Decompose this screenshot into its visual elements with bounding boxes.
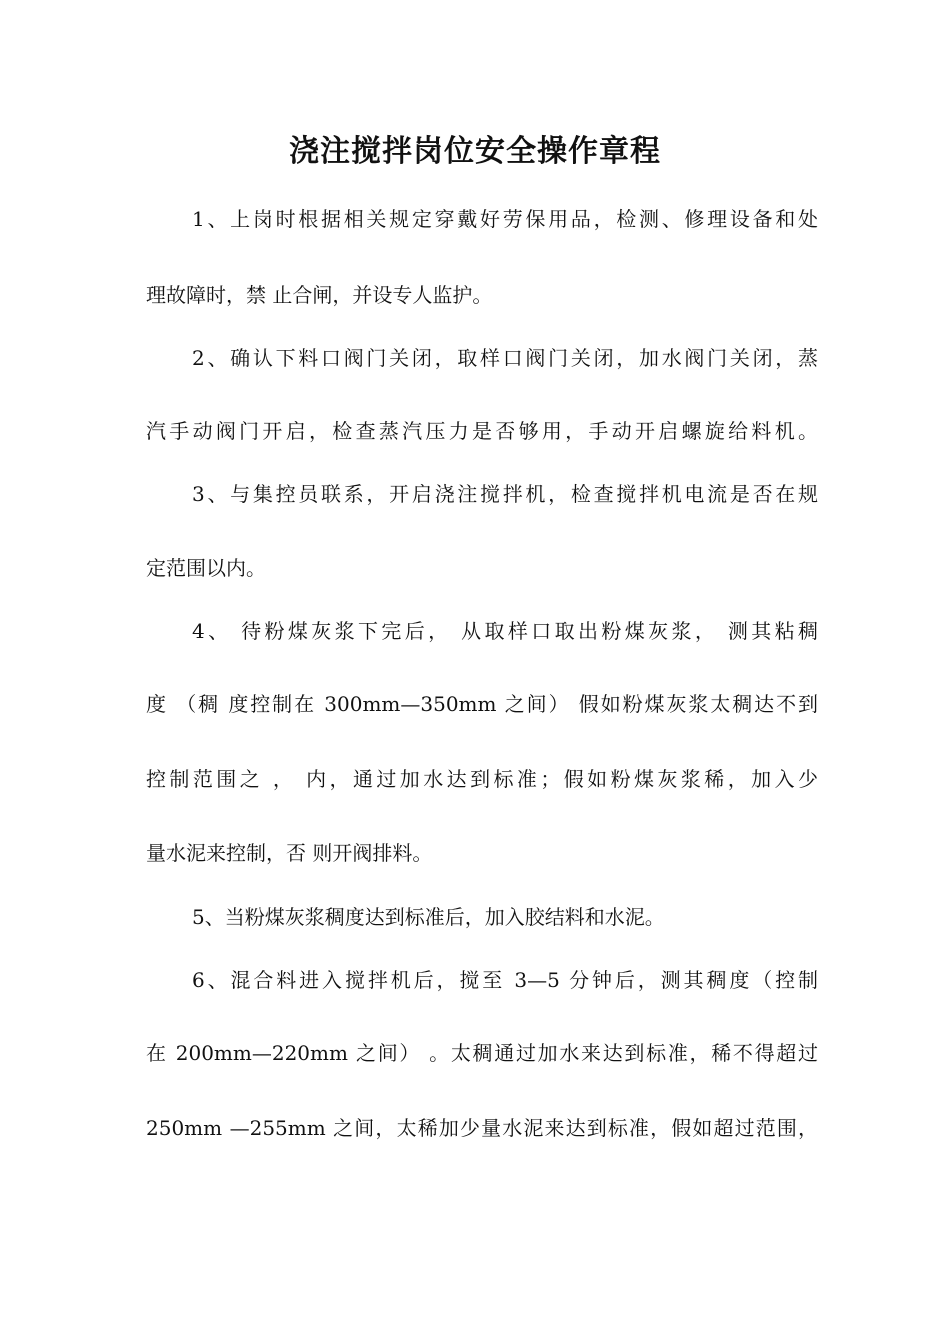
paragraph-2-line-1: 2、确认下料口阀门关闭，取样口阀门关闭，加水阀门关闭，蒸 [192,346,818,370]
paragraph-1-line-1: 1、上岗时根据相关规定穿戴好劳保用品，检测、修理设备和处 [192,207,818,231]
paragraph-4-line-4: 量水泥来控制，否 则开阀排料。 [146,841,433,865]
paragraph-4-line-3: 控制范围之 ， 内，通过加水达到标准；假如粉煤灰浆稀，加入少 [146,767,818,791]
paragraph-6-line-3: 250mm —255mm 之间，太稀加少量水泥来达到标准，假如超过范围， [146,1116,818,1140]
paragraph-1-line-2: 理故障时，禁 止合闸，并设专人监护。 [146,283,493,307]
paragraph-6-line-1: 6、混合料进入搅拌机后，搅至 3—5 分钟后，测其稠度（控制 [192,968,818,992]
paragraph-2-line-2: 汽手动阀门开启，检查蒸汽压力是否够用，手动开启螺旋给料机。 [146,419,818,443]
document-title: 浇注搅拌岗位安全操作章程 [289,134,661,169]
paragraph-4-line-2: 度 （稠 度控制在 300mm—350mm 之间） 假如粉煤灰浆太稠达不到 [146,692,818,716]
paragraph-3-line-1: 3、与集控员联系，开启浇注搅拌机，检查搅拌机电流是否在规 [192,482,818,506]
paragraph-4-line-1: 4、 待粉煤灰浆下完后， 从取样口取出粉煤灰浆， 测其粘稠 [192,619,818,643]
paragraph-6-line-2: 在 200mm—220mm 之间） 。太稠通过加水来达到标准，稀不得超过 [146,1041,818,1065]
paragraph-5-line-1: 5、当粉煤灰浆稠度达到标准后，加入胶结料和水泥。 [192,905,665,929]
paragraph-3-line-2: 定范围以内。 [146,556,266,580]
